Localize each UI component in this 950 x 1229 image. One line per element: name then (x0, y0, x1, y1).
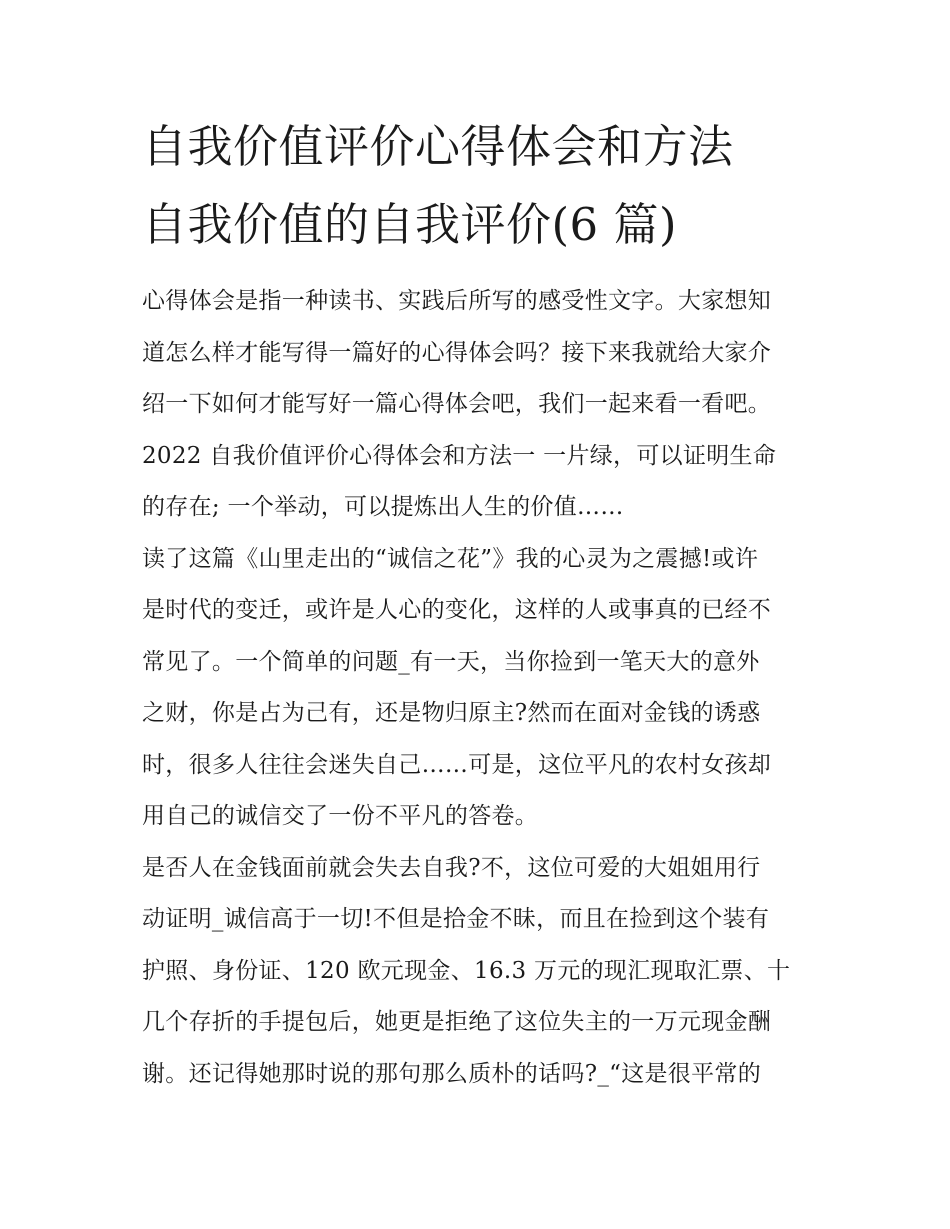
body-line: 读了这篇《山里走出的“诚信之花”》我的心灵为之震撼!或许 (142, 545, 759, 572)
body-line: 绍一下如何才能写好一篇心得体会吧，我们一起来看一看吧。 (142, 391, 772, 417)
body-line: 2022 自我价值评价心得体会和方法一 一片绿，可以证明生命 (142, 442, 777, 469)
body-line: 用自己的诚信交了一份不平凡的答卷。 (142, 803, 539, 829)
body-line: 道怎么样才能写得一篇好的心得体会吗？接下来我就给大家介 (142, 339, 772, 366)
body-line: 之财，你是占为己有，还是物归原主?然而在面对金钱的诱惑 (142, 700, 761, 726)
body-line: 心得体会是指一种读书、实践后所写的感受性文字。大家想知 (142, 288, 772, 314)
body-line: 时，很多人往往会迷失自己……可是，这位平凡的农村女孩却 (142, 751, 772, 778)
document-body (142, 276, 822, 1100)
body-line: 谢。还记得她那时说的那句那么质朴的话吗?_“这是很平常的 (142, 1060, 761, 1087)
body-line: 是时代的变迁，或许是人心的变化，这样的人或事真的已经不 (142, 597, 772, 623)
body-line: 动证明_诚信高于一切!不但是拾金不昧，而且在捡到这个装有 (142, 906, 770, 932)
body-line: 是否人在金钱面前就会失去自我?不，这位可爱的大姐姐用行 (142, 854, 761, 881)
title-line: 自我价值评价心得体会和方法 (142, 120, 734, 173)
document-title (142, 108, 822, 264)
body-line: 护照、身份证、120 欧元现金、16.3 万元的现汇现取汇票、十 (142, 957, 791, 984)
body-line: 的存在; 一个举动，可以提炼出人生的价值…… (142, 494, 624, 520)
title-line: 自我价值的自我评价(6 篇) (142, 198, 678, 251)
body-line: 几个存折的手提包后，她更是拒绝了这位失主的一万元现金酬 (142, 1009, 772, 1035)
body-line: 常见了。一个简单的问题_有一天，当你捡到一笔天大的意外 (142, 648, 760, 675)
